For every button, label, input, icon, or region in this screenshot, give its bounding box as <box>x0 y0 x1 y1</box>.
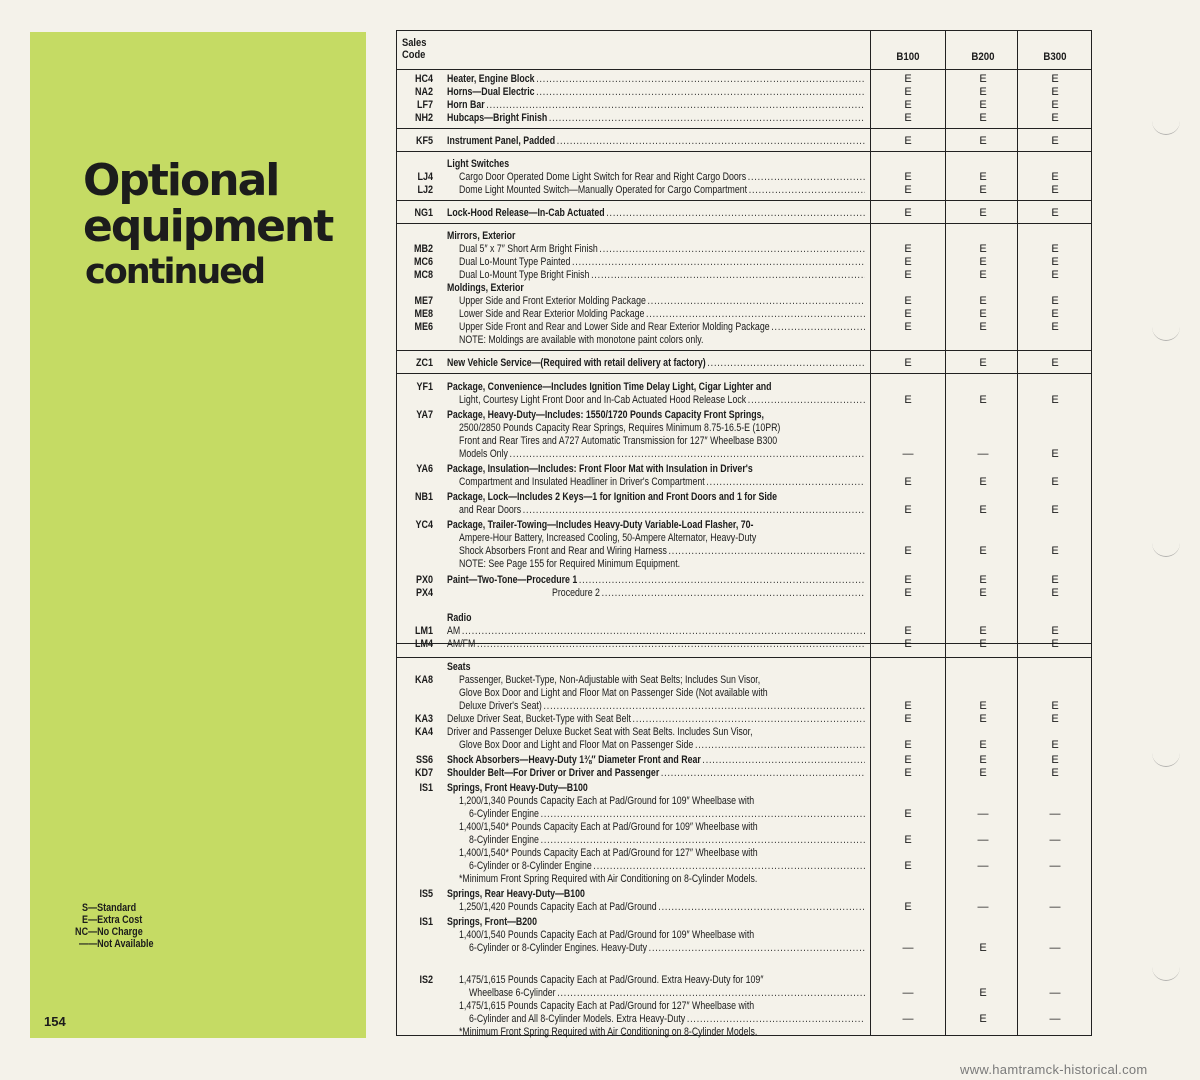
availability-b300: E <box>1051 625 1059 637</box>
availability-b200: E <box>979 357 987 369</box>
availability-b100: — <box>902 1013 914 1025</box>
availability-b100: E <box>904 834 912 846</box>
item-description: Light Switches <box>447 158 510 170</box>
availability-b200: E <box>979 942 987 954</box>
column-header-b300: B300 <box>1043 51 1067 63</box>
availability-b300: E <box>1051 171 1059 183</box>
item-description: Models Only . . . <box>459 448 865 461</box>
item-description: Upper Side and Front Exterior Molding Package . . . <box>459 295 865 308</box>
availability-b200: — <box>977 860 989 872</box>
availability-b200: E <box>979 295 987 307</box>
sales-code: SS6 <box>415 754 433 766</box>
availability-b200: E <box>979 135 987 147</box>
availability-b200: E <box>979 638 987 650</box>
item-description: NOTE: See Page 155 for Required Minimum Equipment. <box>459 558 681 570</box>
item-description: 6-Cylinder Engine . . . <box>469 808 865 821</box>
availability-b200: E <box>979 243 987 255</box>
binder-hole <box>1152 116 1180 135</box>
availability-b100: E <box>904 207 912 219</box>
item-description: Wheelbase 6-Cylinder . . . <box>469 987 865 1000</box>
availability-b300: E <box>1051 587 1059 599</box>
item-description: Package, Convenience—Includes Ignition Time Delay Light, Cigar Lighter and <box>447 381 772 393</box>
sales-code: YA6 <box>416 463 433 475</box>
item-description: Package, Trailer-Towing—Includes Heavy-Duty Variable-Load Flasher, 70- <box>447 519 754 531</box>
item-description: and Rear Doors . . . <box>459 504 865 517</box>
availability-b300: E <box>1051 256 1059 268</box>
availability-b200: E <box>979 504 987 516</box>
availability-b200: — <box>977 834 989 846</box>
sales-code: IS2 <box>419 974 433 986</box>
sales-code: NH2 <box>414 112 433 124</box>
availability-b100: E <box>904 171 912 183</box>
availability-b300: E <box>1051 545 1059 557</box>
legend-item: S—Standard <box>82 902 137 914</box>
row-separator <box>397 373 1091 374</box>
item-description: 1,400/1,540* Pounds Capacity Each at Pad/Ground for 109″ Wheelbase with <box>459 821 758 833</box>
availability-b200: E <box>979 713 987 725</box>
availability-b300: E <box>1051 269 1059 281</box>
availability-b300: E <box>1051 243 1059 255</box>
item-description: Shock Absorbers—Heavy-Duty 1⅜″ Diameter Front and Rear . . . <box>447 754 865 767</box>
availability-b300: E <box>1051 357 1059 369</box>
availability-b300: E <box>1051 73 1059 85</box>
availability-b300: E <box>1051 574 1059 586</box>
item-description: NOTE: Moldings are available with monotone paint colors only. <box>459 334 704 346</box>
availability-b200: E <box>979 394 987 406</box>
availability-b100: E <box>904 112 912 124</box>
availability-b300: E <box>1051 308 1059 320</box>
item-description: *Minimum Front Spring Required with Air Conditioning on 8-Cylinder Models. <box>459 873 758 885</box>
sales-code: YC4 <box>415 519 433 531</box>
availability-b200: E <box>979 574 987 586</box>
item-description: Dual Lo-Mount Type Bright Finish . . . <box>459 269 865 282</box>
sales-code: YF1 <box>416 381 433 393</box>
sales-code: ZC1 <box>415 357 433 369</box>
item-description: 1,475/1,615 Pounds Capacity Each at Pad/Ground. Extra Heavy-Duty for 109″ <box>459 974 764 986</box>
title-line-3: continued <box>85 252 265 292</box>
availability-b300: E <box>1051 700 1059 712</box>
availability-b200: E <box>979 269 987 281</box>
item-description: Heater, Engine Block . . . <box>447 73 865 86</box>
title-line-2: equipment <box>83 201 333 252</box>
item-description: 1,400/1,540* Pounds Capacity Each at Pad/Ground for 127″ Wheelbase with <box>459 847 758 859</box>
availability-b100: E <box>904 767 912 779</box>
availability-b300: — <box>1049 901 1061 913</box>
availability-b100: E <box>904 269 912 281</box>
item-description: Radio <box>447 612 472 624</box>
sales-code: KA8 <box>414 674 433 686</box>
availability-b200: — <box>977 808 989 820</box>
availability-b100: E <box>904 860 912 872</box>
availability-b100: E <box>904 243 912 255</box>
item-description: AM/FM . . . <box>447 638 865 651</box>
availability-b200: E <box>979 207 987 219</box>
item-description: 8-Cylinder Engine . . . <box>469 834 865 847</box>
item-description: Dual Lo-Mount Type Painted . . . <box>459 256 865 269</box>
availability-b200: E <box>979 171 987 183</box>
sales-code: LM4 <box>414 638 433 650</box>
availability-b300: E <box>1051 476 1059 488</box>
page-title <box>83 155 333 294</box>
item-description: Passenger, Bucket-Type, Non-Adjustable with Seat Belts; Includes Sun Visor, <box>459 674 761 686</box>
availability-b100: E <box>904 625 912 637</box>
item-description: Paint—Two-Tone—Procedure 1 . . . <box>447 574 865 587</box>
item-description: AM . . . <box>447 625 865 638</box>
availability-b100: — <box>902 942 914 954</box>
item-description: Seats <box>447 661 471 673</box>
sales-code: NG1 <box>414 207 433 219</box>
binder-hole <box>1152 322 1180 341</box>
item-description: Shock Absorbers Front and Rear and Wiring Harness . . . <box>459 545 865 558</box>
item-description: Dual 5″ x 7″ Short Arm Bright Finish . . . <box>459 243 865 256</box>
row-separator <box>397 223 1091 224</box>
row-separator <box>397 657 1091 658</box>
item-description: Dome Light Mounted Switch—Manually Operated for Cargo Compartment . . . <box>459 184 865 197</box>
availability-b300: E <box>1051 448 1059 460</box>
item-description: Shoulder Belt—For Driver or Driver and Passenger . . . <box>447 767 865 780</box>
sales-code: IS1 <box>419 916 433 928</box>
sales-code: ME8 <box>414 308 433 320</box>
availability-b300: — <box>1049 1013 1061 1025</box>
availability-b300: E <box>1051 638 1059 650</box>
availability-b300: E <box>1051 739 1059 751</box>
availability-b200: E <box>979 767 987 779</box>
availability-b300: E <box>1051 767 1059 779</box>
availability-b300: — <box>1049 942 1061 954</box>
column-header-b100: B100 <box>896 51 920 63</box>
item-description: 1,475/1,615 Pounds Capacity Each at Pad/Ground for 127″ Wheelbase with <box>459 1000 755 1012</box>
row-separator <box>397 200 1091 201</box>
availability-b200: — <box>977 901 989 913</box>
item-description: Instrument Panel, Padded . . . <box>447 135 865 148</box>
item-description: Springs, Front—B200 <box>447 916 537 928</box>
availability-b100: E <box>904 135 912 147</box>
row-separator <box>397 128 1091 129</box>
availability-b300: — <box>1049 987 1061 999</box>
availability-b100: E <box>904 700 912 712</box>
page-number: 154 <box>44 1014 66 1029</box>
item-description: Upper Side Front and Rear and Lower Side and Rear Exterior Molding Package . . . <box>459 321 865 334</box>
row-separator <box>397 350 1091 351</box>
availability-b200: E <box>979 321 987 333</box>
sales-code: MC6 <box>413 256 433 268</box>
availability-b100: E <box>904 901 912 913</box>
item-description: 6-Cylinder and All 8-Cylinder Models. Extra Heavy-Duty . . . <box>469 1013 865 1026</box>
availability-b300: E <box>1051 504 1059 516</box>
sales-code: MC8 <box>413 269 433 281</box>
availability-b300: E <box>1051 99 1059 111</box>
item-description: Lock-Hood Release—In-Cab Actuated . . . <box>447 207 865 220</box>
item-description: Springs, Front Heavy-Duty—B100 <box>447 782 588 794</box>
item-description: Horn Bar . . . <box>447 99 865 112</box>
sales-code: YA7 <box>416 409 433 421</box>
availability-b100: E <box>904 99 912 111</box>
sales-code-header: Sales Code <box>402 37 427 61</box>
sales-code: NB1 <box>414 491 433 503</box>
sales-code: LM1 <box>414 625 433 637</box>
item-description: Compartment and Insulated Headliner in Driver's Compartment . . . <box>459 476 865 489</box>
item-description: Horns—Dual Electric . . . <box>447 86 865 99</box>
binder-hole <box>1152 538 1180 557</box>
availability-b200: E <box>979 625 987 637</box>
availability-b300: E <box>1051 295 1059 307</box>
availability-b100: E <box>904 308 912 320</box>
sales-code: ME7 <box>414 295 433 307</box>
item-description: Moldings, Exterior <box>447 282 524 294</box>
availability-b300: E <box>1051 86 1059 98</box>
title-line-1: Optional <box>83 155 279 206</box>
item-description: Cargo Door Operated Dome Light Switch for Rear and Right Cargo Doors . . . <box>459 171 865 184</box>
availability-b300: — <box>1049 834 1061 846</box>
availability-b100: E <box>904 808 912 820</box>
sales-code: KA4 <box>414 726 433 738</box>
legend <box>52 902 154 950</box>
sales-code: ME6 <box>414 321 433 333</box>
availability-b200: E <box>979 476 987 488</box>
availability-b200: E <box>979 99 987 111</box>
item-description: Deluxe Driver Seat, Bucket-Type with Seat Belt . . . <box>447 713 865 726</box>
header-separator <box>397 69 1091 70</box>
availability-b200: E <box>979 739 987 751</box>
item-description: Ampere-Hour Battery, Increased Cooling, 50-Ampere Alternator, Heavy-Duty <box>459 532 757 544</box>
item-description: Springs, Rear Heavy-Duty—B100 <box>447 888 585 900</box>
availability-b200: E <box>979 987 987 999</box>
sales-code: LJ4 <box>417 171 433 183</box>
item-description: 1,250/1,420 Pounds Capacity Each at Pad/Ground . . . <box>459 901 865 914</box>
availability-b200: E <box>979 86 987 98</box>
availability-b100: — <box>902 987 914 999</box>
sales-code: NA2 <box>414 86 433 98</box>
binder-hole <box>1152 748 1180 767</box>
item-description: 2500/2850 Pounds Capacity Rear Springs, Requires Minimum 8.75-16.5-E (10PR) <box>459 422 781 434</box>
availability-b300: E <box>1051 754 1059 766</box>
availability-b200: E <box>979 1013 987 1025</box>
availability-b300: E <box>1051 184 1059 196</box>
availability-b200: E <box>979 112 987 124</box>
availability-b200: — <box>977 448 989 460</box>
legend-item: E—Extra Cost <box>82 914 143 926</box>
availability-b300: E <box>1051 394 1059 406</box>
availability-b300: — <box>1049 808 1061 820</box>
availability-b200: E <box>979 700 987 712</box>
availability-b300: E <box>1051 321 1059 333</box>
availability-b100: E <box>904 504 912 516</box>
sales-code: LF7 <box>416 99 433 111</box>
availability-b100: E <box>904 394 912 406</box>
availability-b100: E <box>904 476 912 488</box>
availability-b300: E <box>1051 112 1059 124</box>
sales-code: KF5 <box>415 135 433 147</box>
availability-b100: E <box>904 357 912 369</box>
sales-code: LJ2 <box>417 184 433 196</box>
sales-code: PX0 <box>415 574 433 586</box>
item-description: Light, Courtesy Light Front Door and In-Cab Actuated Hood Release Lock . . . <box>459 394 865 407</box>
item-description: Mirrors, Exterior <box>447 230 516 242</box>
availability-b200: E <box>979 73 987 85</box>
availability-b100: E <box>904 739 912 751</box>
item-description: Glove Box Door and Light and Floor Mat on Passenger Side (Not available with <box>459 687 768 699</box>
item-description: Package, Insulation—Includes: Front Floor Mat with Insulation in Driver's <box>447 463 753 475</box>
availability-b200: E <box>979 184 987 196</box>
availability-b200: E <box>979 545 987 557</box>
sales-code: IS1 <box>419 782 433 794</box>
item-description: Driver and Passenger Deluxe Bucket Seat with Seat Belts. Includes Sun Visor, <box>447 726 753 738</box>
binder-hole <box>1152 962 1180 981</box>
item-description: 1,400/1,540 Pounds Capacity Each at Pad/Ground for 109″ Wheelbase with <box>459 929 755 941</box>
legend-item: NC—No Charge <box>75 926 143 938</box>
sales-code: IS5 <box>419 888 433 900</box>
availability-b200: E <box>979 587 987 599</box>
availability-b100: E <box>904 86 912 98</box>
availability-b200: E <box>979 308 987 320</box>
availability-b300: — <box>1049 860 1061 872</box>
availability-b100: E <box>904 545 912 557</box>
item-description: Lower Side and Rear Exterior Molding Package . . . <box>459 308 865 321</box>
sales-code: MB2 <box>413 243 433 255</box>
item-description: Package, Heavy-Duty—Includes: 1550/1720 Pounds Capacity Front Springs, <box>447 409 764 421</box>
availability-b100: — <box>902 448 914 460</box>
sales-code: PX4 <box>415 587 433 599</box>
item-description: Package, Lock—Includes 2 Keys—1 for Ignition and Front Doors and 1 for Side <box>447 491 778 503</box>
sales-code: HC4 <box>414 73 433 85</box>
column-header-b200: B200 <box>971 51 995 63</box>
legend-item: ——Not Available <box>79 938 154 950</box>
equipment-table <box>396 30 1092 1036</box>
watermark: www.hamtramck-historical.com <box>960 1062 1148 1077</box>
item-description: Glove Box Door and Light and Floor Mat on Passenger Side . . . <box>459 739 865 752</box>
availability-b100: E <box>904 638 912 650</box>
sales-code: KA3 <box>414 713 433 725</box>
item-description: Front and Rear Tires and A727 Automatic Transmission for 127″ Wheelbase B300 <box>459 435 778 447</box>
item-description: Deluxe Driver's Seat) . . . <box>459 700 865 713</box>
row-separator <box>397 151 1091 152</box>
availability-b300: E <box>1051 713 1059 725</box>
availability-b100: E <box>904 184 912 196</box>
availability-b100: E <box>904 295 912 307</box>
availability-b100: E <box>904 321 912 333</box>
availability-b100: E <box>904 713 912 725</box>
availability-b200: E <box>979 754 987 766</box>
availability-b100: E <box>904 73 912 85</box>
item-description: 6-Cylinder or 8-Cylinder Engines. Heavy-Duty . . . <box>469 942 865 955</box>
item-description: Hubcaps—Bright Finish . . . <box>447 112 865 125</box>
item-description: New Vehicle Service—(Required with retail delivery at factory) . . . <box>447 357 865 370</box>
availability-b100: E <box>904 754 912 766</box>
availability-b100: E <box>904 256 912 268</box>
availability-b100: E <box>904 574 912 586</box>
item-description: 6-Cylinder or 8-Cylinder Engine . . . <box>469 860 865 873</box>
availability-b200: E <box>979 256 987 268</box>
item-description: Procedure 2 . . . <box>552 587 865 600</box>
availability-b300: E <box>1051 207 1059 219</box>
availability-b300: E <box>1051 135 1059 147</box>
sales-code: KD7 <box>414 767 433 779</box>
item-description: 1,200/1,340 Pounds Capacity Each at Pad/Ground for 109″ Wheelbase with <box>459 795 755 807</box>
item-description: *Minimum Front Spring Required with Air Conditioning on 8-Cylinder Models. <box>459 1026 758 1038</box>
availability-b100: E <box>904 587 912 599</box>
